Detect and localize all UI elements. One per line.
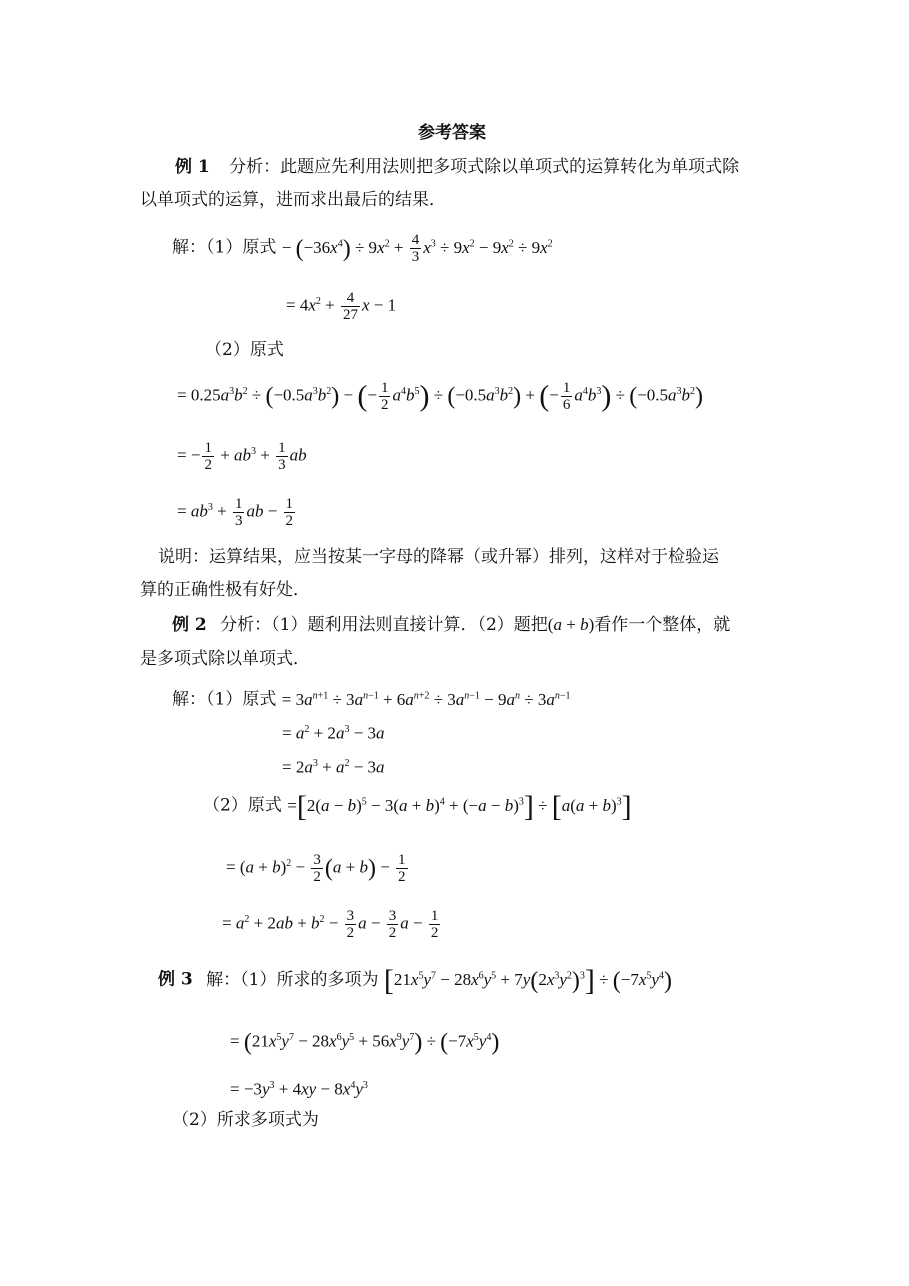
ex3-sol1-result: = $-3y^3 + 4xy - 8x^4y^3$: [230, 1079, 368, 1099]
page-title: 参考答案: [418, 123, 486, 143]
ex2-sol2-step2: = $(a + b)^2$ − $\frac{3}{2}$ (a + b) − $\frac{1}{2}$: [226, 851, 406, 885]
ex2-analysis-line-1: [172, 613, 730, 637]
ex2-sol1-line: [172, 684, 571, 712]
ex2-analysis-text-a: 分析：（1）题利用法则直接计算．（2）题把: [220, 615, 548, 635]
ex2-analysis-text-b: 看作一个整体，就: [594, 615, 731, 635]
ex1-sol2-result: = $ab^3$ + $\frac{1}{3}$ ab − $\frac{1}{2}$: [177, 495, 294, 529]
ex2-label: 例 2: [172, 615, 207, 635]
ex1-note-line-2: 算的正确性极有好处．: [140, 580, 310, 600]
ex3-label: 例 3: [158, 969, 193, 990]
ex2-sol1-step2: = $a^2 + 2a^3 - 3a$: [282, 723, 385, 743]
ex2-sol1-result: = $2a^3 + a^2 - 3a$: [282, 757, 385, 777]
ex2-sol2-line: [203, 789, 632, 823]
ex1-analysis-line-1: [175, 155, 739, 179]
ex2-sol2-prefix: （2）原式: [203, 795, 282, 816]
ex1-sol2-step1: = $0.25a^3b^2 \div (-0.5a^3b^2)$ − (− $\frac{1}{2}$ $a^4b^5) \div (-0.5a^3b^2)$ + (− $\frac{1}{6}$ $a^4b^3) \div (-0.5a^3b^2)$: [177, 379, 704, 413]
ex2-sol2-expression: $=[2(a - b)^5 - 3(a + b)^4 + (-a - b)^3] \div [a(a + b)^3]$: [287, 789, 632, 823]
ex3-sol1-prefix: 解：（1）所求的多项为: [206, 969, 379, 990]
ex1-sol1-expression: − $(-36x^4) \div 9x^2$ + $\frac{4}{3}$ $x^3 \div 9x^2 - 9x^2 \div 9x^2$: [281, 231, 553, 265]
ex3-sol1-expression: $[21x^5y^7 - 28x^6y^5 + 7y(2x^3y^2)^3] \div (-7x^5y^4)$: [383, 963, 672, 997]
ex2-a-plus-b: (a + b): [547, 615, 595, 634]
ex1-sol2-prefix: （2）原式: [205, 340, 284, 360]
ex1-sol2-step2: = − $\frac{1}{2}$ + $ab^3$ + $\frac{1}{3}$ ab: [177, 439, 307, 473]
ex1-sol1-prefix: 解：（1）原式: [172, 237, 277, 258]
ex1-analysis-line-2: 以单项式的运算，进而求出最后的结果．: [140, 190, 446, 210]
ex1-note-line-1: 说明：运算结果，应当按某一字母的降幂（或升幂）排列，这样对于检验运: [158, 547, 719, 567]
ex3-sol2-line: （2）所求多项式为: [172, 1110, 319, 1130]
ex2-analysis-line-2: 是多项式除以单项式．: [140, 649, 310, 669]
ex3-sol1-line: [158, 963, 672, 997]
ex1-analysis-text-1: 分析：此题应先利用法则把多项式除以单项式的运算转化为单项式除: [229, 157, 740, 177]
ex2-sol1-prefix: 解：（1）原式: [172, 689, 277, 710]
ex1-sol1-line: [172, 232, 553, 265]
ex2-sol2-result: = $a^2 + 2ab + b^2$ − $\frac{3}{2}$ a − $\frac{3}{2}$ a − $\frac{1}{2}$: [222, 907, 439, 941]
ex3-sol1-step2: = $(21x^5y^7 - 28x^6y^5 + 56x^9y^7) \div (-7x^5y^4)$: [230, 1029, 500, 1056]
ex1-label: 例 1: [175, 157, 210, 177]
ex2-sol1-expression: = $3a^{n+1} \div 3a^{n-1} + 6a^{n+2} \div 3a^{n-1} - 9a^n \div 3a^{n-1}$: [281, 689, 571, 709]
ex1-sol1-result: = $4x^2$ + $\frac{4}{27}$ x − 1: [286, 289, 397, 323]
